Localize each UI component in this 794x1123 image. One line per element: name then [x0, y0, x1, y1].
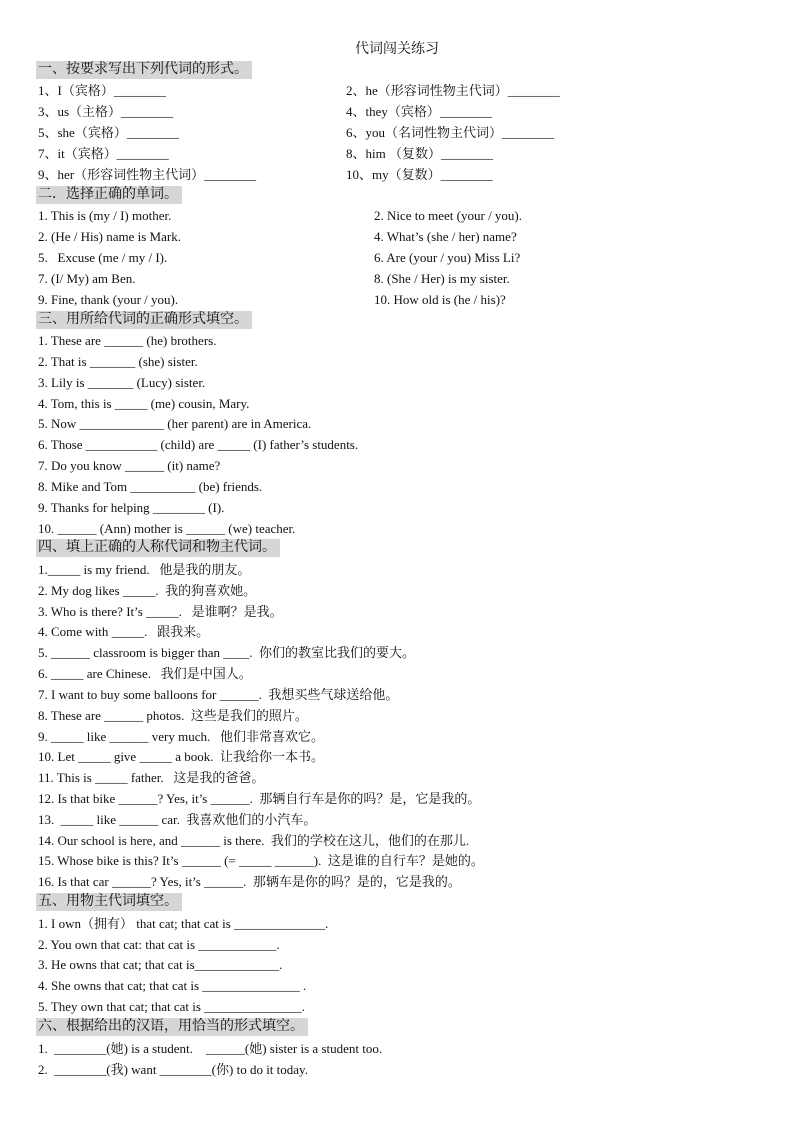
s1-left-item: 9、her（形容词性物主代词）________: [38, 167, 257, 182]
s3-item: 1. These are ______ (he) brothers.: [38, 333, 217, 348]
s4-item: 6. _____ are Chinese. 我们是中国人。: [38, 666, 252, 681]
section-4-heading: 四、填上正确的人称代词和物主代词。: [36, 539, 280, 557]
s5-item: 4. She owns that cat; that cat is _______________ .: [38, 978, 307, 993]
s6-item: 2. ________(我) want ________(你) to do it today.: [38, 1062, 308, 1077]
s1-left-item: 3、us（主格）________: [38, 104, 174, 119]
page-title: 代词闯关练习: [355, 42, 439, 57]
s2-right-item: 2. Nice to meet (your / you).: [374, 208, 523, 223]
s4-item: 7. I want to buy some balloons for ______. 我想买些气球送给他。: [38, 687, 399, 702]
s4-item: 5. ______ classroom is bigger than ____. 你们的教室比我们的要大。: [38, 645, 415, 660]
s1-left-item: 5、she（宾格）________: [38, 125, 179, 140]
s2-left-item: 9. Fine, thank (your / you).: [38, 292, 179, 307]
s4-item: 15. Whose bike is this? It’s ______ (= _____ ______). 这是谁的自行车？是她的。: [38, 853, 484, 868]
s2-right-item: 10. How old is (he / his)?: [374, 292, 506, 307]
s3-item: 5. Now _____________ (her parent) are in America.: [38, 416, 312, 431]
s4-item: 9. _____ like ______ very much. 他们非常喜欢它。: [38, 729, 324, 744]
s6-item: 1. ________(她) is a student. ______(她) sister is a student too.: [38, 1041, 383, 1056]
s1-left-item: 7、it（宾格）________: [38, 146, 169, 161]
s2-right-item: 8. (She / Her) is my sister.: [374, 271, 510, 286]
s3-item: 4. Tom, this is _____ (me) cousin, Mary.: [38, 396, 250, 411]
s2-left-item: 7. (I/ My) am Ben.: [38, 271, 136, 286]
s4-item: 2. My dog likes _____. 我的狗喜欢她。: [38, 583, 257, 598]
s1-left-item: 1、I（宾格）________: [38, 83, 166, 98]
s4-item: 8. These are ______ photos. 这些是我们的照片。: [38, 708, 308, 723]
s4-item: 3. Who is there? It’s _____. 是谁啊？是我。: [38, 604, 283, 619]
s4-item: 16. Is that car ______? Yes, it’s ______. 那辆车是你的吗？是的，它是我的。: [38, 874, 461, 889]
s1-right-item: 2、he（形容词性物主代词）________: [346, 83, 560, 98]
section-5-heading: 五、用物主代词填空。: [36, 893, 182, 911]
s1-right-item: 10、my（复数）________: [346, 167, 493, 182]
s5-item: 1. I own（拥有） that cat; that cat is ______________.: [38, 916, 329, 931]
section-1-heading: 一、按要求写出下列代词的形式。: [36, 61, 252, 79]
s3-item: 3. Lily is _______ (Lucy) sister.: [38, 375, 206, 390]
s4-item: 12. Is that bike ______? Yes, it’s ______. 那辆自行车是你的吗？是，它是我的。: [38, 791, 481, 806]
s4-item: 4. Come with _____. 跟我来。: [38, 624, 210, 639]
s4-item: 1._____ is my friend. 他是我的朋友。: [38, 562, 251, 577]
s5-item: 3. He owns that cat; that cat is_____________.: [38, 957, 283, 972]
s4-item: 14. Our school is here, and ______ is there. 我们的学校在这儿，他们的在那儿.: [38, 833, 470, 848]
s3-item: 6. Those ___________ (child) are _____ (I) father’s students.: [38, 437, 359, 452]
s2-left-item: 1. This is (my / I) mother.: [38, 208, 172, 223]
s2-left-item: 2. (He / His) name is Mark.: [38, 229, 181, 244]
section-6-heading: 六、根据给出的汉语，用恰当的形式填空。: [36, 1018, 308, 1036]
s1-right-item: 6、you（名词性物主代词）________: [346, 125, 555, 140]
s3-item: 10. ______ (Ann) mother is ______ (we) teacher.: [38, 521, 296, 536]
section-3-heading: 三、用所给代词的正确形式填空。: [36, 311, 252, 329]
s4-item: 11. This is _____ father. 这是我的爸爸。: [38, 770, 265, 785]
s5-item: 2. You own that cat: that cat is ____________.: [38, 937, 280, 952]
s3-item: 8. Mike and Tom __________ (be) friends.: [38, 479, 263, 494]
s2-right-item: 4. What’s (she / her) name?: [374, 229, 517, 244]
s2-right-item: 6. Are (your / you) Miss Li?: [374, 250, 521, 265]
s5-item: 5. They own that cat; that cat is _______________.: [38, 999, 305, 1014]
s4-item: 13. _____ like ______ car. 我喜欢他们的小汽车。: [38, 812, 317, 827]
s3-item: 7. Do you know ______ (it) name?: [38, 458, 221, 473]
s1-right-item: 8、him （复数）________: [346, 146, 493, 161]
s3-item: 2. That is _______ (she) sister.: [38, 354, 198, 369]
section-2-heading: 二．选择正确的单词。: [36, 186, 182, 204]
s4-item: 10. Let _____ give _____ a book. 让我给你一本书。: [38, 749, 324, 764]
s2-left-item: 5. Excuse (me / my / I).: [38, 250, 168, 265]
s3-item: 9. Thanks for helping ________ (I).: [38, 500, 225, 515]
s1-right-item: 4、they（宾格）________: [346, 104, 492, 119]
